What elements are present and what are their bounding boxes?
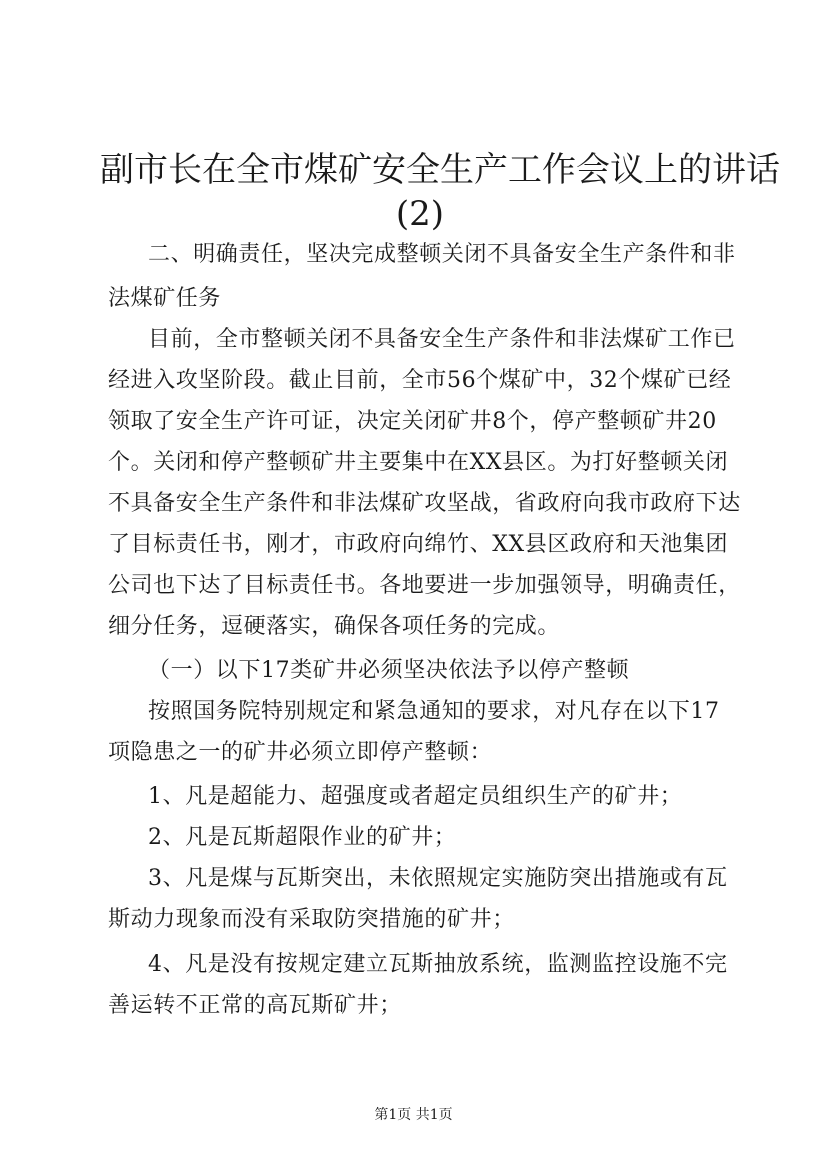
paragraph-line: 细分任务，逗硬落实，确保各项任务的完成。: [108, 614, 561, 639]
paragraph-line: 公司也下达了目标责任书。各地要进一步加强领导，明确责任，: [108, 573, 741, 598]
paragraph-line: 领取了安全生产许可证，决定关闭矿井8个，停产整顿矿井20: [108, 409, 717, 434]
paragraph-line: 个。关闭和停产整顿矿井主要集中在XX县区。为打好整顿关闭: [108, 450, 729, 475]
paragraph-line: 目前，全市整顿关闭不具备安全生产条件和非法煤矿工作已: [148, 327, 736, 352]
list-item: 3、凡是煤与瓦斯突出，未依照规定实施防突出措施或有瓦: [148, 866, 728, 891]
paragraph-line: 法煤矿任务: [108, 286, 222, 311]
list-item: 2、凡是瓦斯超限作业的矿井；: [148, 825, 457, 850]
list-item-continuation: 善运转不正常的高瓦斯矿井；: [108, 993, 402, 1018]
document-title-line-2: (2): [395, 194, 445, 234]
paragraph-line: 项隐患之一的矿井必须立即停产整顿：: [108, 740, 493, 765]
paragraph-line: 按照国务院特别规定和紧急通知的要求，对凡存在以下17: [148, 699, 720, 724]
page-footer: 第1页 共1页: [374, 1107, 453, 1123]
paragraph-line: 不具备安全生产条件和非法煤矿攻坚战，省政府向我市政府下达: [108, 491, 741, 516]
document-title-line-1: 副市长在全市煤矿安全生产工作会议上的讲话: [100, 150, 780, 190]
paragraph-line: 了目标责任书，刚才，市政府向绵竹、XX县区政府和天池集团: [108, 532, 729, 557]
list-item-continuation: 斯动力现象而没有采取防突措施的矿井；: [108, 907, 515, 932]
list-item: 1、凡是超能力、超强度或者超定员组织生产的矿井；: [148, 784, 683, 809]
paragraph-line: 二、明确责任，坚决完成整顿关闭不具备安全生产条件和非: [148, 242, 736, 267]
paragraph-line: 经进入攻坚阶段。截止目前，全市56个煤矿中，32个煤矿已经: [108, 368, 732, 393]
section-heading: （一）以下17类矿井必须坚决依法予以停产整顿: [148, 658, 630, 683]
list-item: 4、凡是没有按规定建立瓦斯抽放系统，监测监控设施不完: [148, 952, 728, 977]
